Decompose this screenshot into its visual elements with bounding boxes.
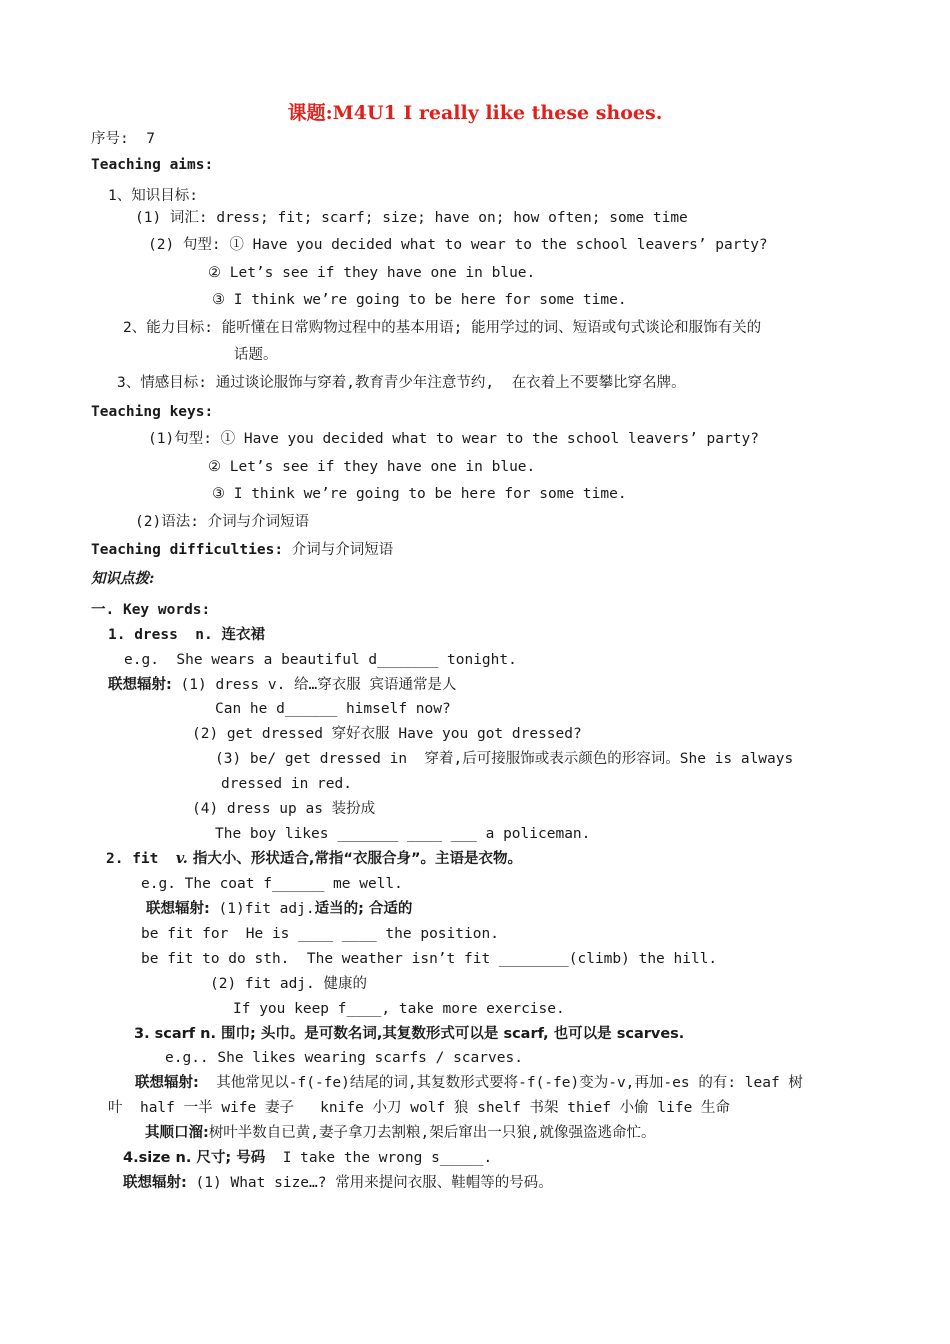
word-dress-ex1: Can he d______ himself now? [215,701,451,717]
word-dress-sense-4: (4) dress up as 装扮成 [192,801,376,817]
word-size-example: I take the wrong s_____. [265,1150,493,1166]
word-fit-example: e.g. The coat f______ me well. [141,876,403,892]
aims-pattern-2: ② Let’s see if they have one in blue. [208,265,536,281]
page-title: 课题:M4U1 I really like these shoes. [287,102,663,124]
aims-pattern-3: ③ I think we’re going to be here for some time. [212,292,627,308]
word-size-assoc [123,1174,553,1192]
word-scarf-example: e.g.. She likes wearing scarfs / scarves. [165,1050,523,1066]
word-dress-sense-3: (3) be/ get dressed in 穿着,后可接服饰或表示颜色的形容词。She is always [215,751,794,767]
word-scarf-head: 3. scarf n. 围巾; 头巾。是可数名词,其复数形式可以是 scarf, 也可以是 scarves. [134,1026,685,1042]
keys-pattern-3: ③ I think we’re going to be here for some time. [212,486,627,502]
word-fit-ex3: If you keep f____, take more exercise. [233,1001,565,1017]
word-fit-desc: 指大小、形状适合,常指“衣服合身”。主语是衣物。 [187,851,522,867]
word-dress-assoc [108,676,457,694]
aims-ability: 2、能力目标: 能听懂在日常购物过程中的基本用语; 能用学过的词、短语或句式谈论和服饰有关的 [123,320,762,336]
word-fit-ex1: be fit for He is ____ ____ the position. [141,926,499,942]
difficulties-label: Teaching difficulties: [91,542,284,558]
rhyme-label: 其顺口溜: [145,1125,209,1141]
word-size-title: 4.size n. 尺寸; 号码 [123,1150,266,1166]
word-fit-ex2: be fit to do sth. The weather isn’t fit ________(climb) the hill. [141,951,718,967]
keys-heading: Teaching keys: [91,404,214,420]
key-words-heading: 一. Key words: [91,602,211,618]
assoc-text: (1) dress v. 给…穿衣服 宾语通常是人 [171,677,457,693]
word-scarf-assoc-cont: 叶 half 一半 wife 妻子 knife 小刀 wolf 狼 shelf 书架 thief 小偷 life 生命 [108,1100,731,1116]
keys-pattern-2: ② Let’s see if they have one in blue. [208,459,536,475]
difficulties-text: 介词与介词短语 [283,542,394,558]
word-size-head [123,1149,492,1167]
aims-knowledge: 1、知识目标: [108,188,198,204]
word-fit-assoc [146,900,412,918]
aims-pattern-1: (2) 句型: ① Have you decided what to wear to the school leavers’ party? [148,237,768,253]
word-fit-pos: v. [175,850,188,867]
word-fit-head [106,850,522,868]
keys-pattern-1: (1)句型: ① Have you decided what to wear to the school leavers’ party? [148,431,759,447]
aims-emotion: 3、情感目标: 通过谈论服饰与穿着,教育青少年注意节约, 在衣着上不要攀比穿名牌。 [117,375,686,391]
aims-vocab: (1) 词汇: dress; fit; scarf; size; have on; how often; some time [135,210,688,226]
difficulties [91,541,393,559]
serial-number: 序号: 7 [91,131,155,147]
aims-ability-cont: 话题。 [234,347,278,363]
assoc-text: (1)fit adj. [209,901,315,917]
assoc-label: 联想辐射: [146,901,210,917]
assoc-label: 联想辐射: [123,1175,187,1191]
word-dress-ex4: The boy likes _______ ____ ___ a policeman. [215,826,591,842]
assoc-text: (1) What size…? 常用来提问衣服、鞋帽等的号码。 [186,1175,553,1191]
word-dress-sense-3-cont: dressed in red. [221,776,352,792]
assoc-text: 其他常见以-f(-fe)结尾的词,其复数形式要将-f(-fe)变为-v,再加-es 的有: leaf 树 [198,1075,803,1091]
aims-heading: Teaching aims: [91,157,214,173]
word-fit-sense-2: (2) fit adj. 健康的 [210,976,367,992]
word-dress-head: 1. dress n. 连衣裙 [108,627,265,643]
keys-grammar: (2)语法: 介词与介词短语 [135,514,310,530]
word-scarf-rhyme [145,1124,656,1142]
assoc-label: 联想辐射: [135,1075,199,1091]
word-fit-num: 2. fit [106,851,176,867]
rhyme-text: 树叶半数自已黄,妻子拿刀去割粮,架后窜出一只狼,就像强盗逃命忙。 [208,1125,656,1141]
assoc-text-bold: 适当的; 合适的 [314,901,413,917]
word-dress-example: e.g. She wears a beautiful d_______ tonight. [124,652,517,668]
points-heading: 知识点拨: [91,570,155,587]
word-dress-sense-2: (2) get dressed 穿好衣服 Have you got dressed? [192,726,582,742]
word-scarf-assoc [135,1074,803,1092]
assoc-label: 联想辐射: [108,677,172,693]
